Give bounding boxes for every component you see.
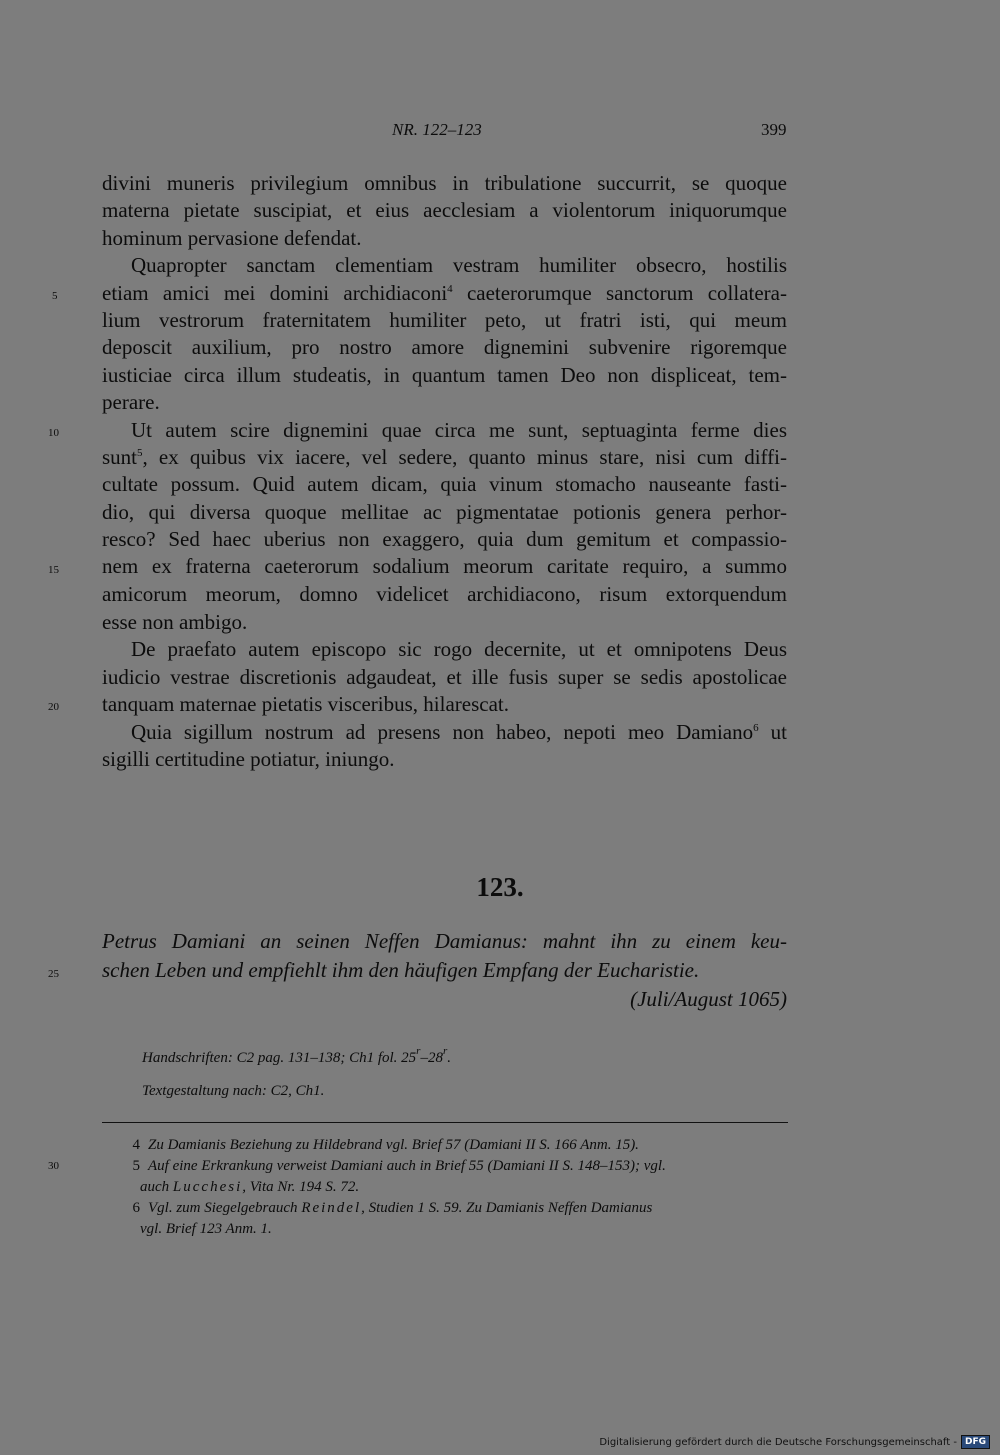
manuscripts-label: Handschriften: <box>142 1050 233 1066</box>
manuscripts-value: . <box>447 1050 451 1066</box>
footnote-4 <box>102 1135 788 1156</box>
line-number: 25 <box>48 968 59 980</box>
text-line: amicorum meorum, domno videlicet archidiacono, risum extorquendum <box>102 581 787 606</box>
letter-number-heading: 123. <box>476 872 524 902</box>
line-number: 10 <box>48 427 59 439</box>
footnote-6-cont: vgl. Brief 123 Anm. 1. <box>140 1221 272 1237</box>
footnote-text: auch <box>140 1179 173 1195</box>
manuscripts-line <box>142 1045 451 1067</box>
text-line: esse non ambigo. <box>102 610 248 634</box>
text-line: iusticiae circa illum studeatis, in quantum tamen Deo non displiceat, tem- <box>102 362 787 387</box>
text-line: iudicio vestrae discretionis adgaudeat, et ille fusis super se sedis apostolicae <box>102 664 787 689</box>
footnote-number: 5 <box>132 1158 140 1174</box>
footnote-5 <box>102 1156 788 1177</box>
text-line: perare. <box>102 390 160 415</box>
text-line: Ut autem scire dignemini quae circa me sunt, septuaginta ferme dies <box>131 417 787 442</box>
text-fragment: , ex quibus vix iacere, vel sedere, quanto minus stare, nisi cum diffi- <box>142 444 787 469</box>
text-line: Quapropter sanctam clementiam vestram humiliter obsecro, hostilis <box>131 253 787 278</box>
footnote-number: 4 <box>132 1137 140 1153</box>
footnote-ref: 5 <box>137 446 143 459</box>
text-line <box>102 719 787 746</box>
letter-122-text-cont <box>102 609 787 773</box>
footnotes <box>102 1135 788 1240</box>
footnote-number: 6 <box>132 1200 140 1216</box>
letter-summary <box>102 927 787 1014</box>
letter-date: (Juli/August 1065) <box>630 987 787 1011</box>
funding-credit <box>599 1435 990 1449</box>
text-line: lium vestrorum fraternitatem humiliter peto, ut fratri isti, qui meum <box>102 307 787 332</box>
author-name: Reindel <box>301 1200 362 1216</box>
footnote-text: , Vita Nr. 194 S. 72. <box>242 1179 360 1195</box>
text-line: deposcit auxilium, pro nostro amore dignemini subvenire rigoremque <box>102 335 787 360</box>
footnote-divider <box>102 1122 788 1123</box>
line-number: 20 <box>48 701 59 713</box>
text-line: resco? Sed haec uberius non exaggero, quia dum gemitum et compassio- <box>102 527 787 552</box>
text-line: sigilli certitudine potiatur, iniungo. <box>102 746 395 771</box>
footnote-ref: 4 <box>447 282 453 295</box>
text-line: cultate possum. Quid autem dicam, quia vinum stomacho nauseante fasti- <box>102 472 787 497</box>
footnote-ref: 6 <box>753 721 759 734</box>
credit-text: Digitalisierung gefördert durch die Deutsche Forschungsgemeinschaft - <box>599 1436 957 1448</box>
author-name: Lucchesi <box>172 1179 243 1195</box>
summary-line: schen Leben und empfiehlt ihm den häufigen Empfang der Eucharistie. <box>102 958 700 982</box>
dfg-logo: DFG <box>961 1435 990 1449</box>
footnote-text: , Studien 1 S. 59. Zu Damianis Neffen Damianus <box>361 1200 653 1216</box>
footnote-text: Auf eine Erkrankung verweist Damiani auch in Brief 55 (Damiani II S. 148–153); vgl. <box>148 1158 666 1174</box>
footnote-5-cont <box>102 1177 788 1198</box>
text-line: dio, qui diversa quoque mellitae ac pigmentatae potionis genera perhor- <box>102 499 787 524</box>
footnote-text: Zu Damianis Beziehung zu Hildebrand vgl. Brief 57 (Damiani II S. 166 Anm. 15). <box>148 1137 639 1153</box>
manuscripts-value: C2 pag. 131–138; Ch1 fol. 25 <box>232 1050 417 1066</box>
summary-line: Petrus Damiani an seinen Neffen Damianus: mahnt ihn zu einem keu- <box>102 929 787 953</box>
text-fragment: etiam amici mei domini archidiaconi <box>102 280 448 305</box>
line-number: 30 <box>48 1160 59 1172</box>
line-number: 5 <box>52 290 58 302</box>
text-line: hominum pervasione defendat. <box>102 225 362 250</box>
text-fragment: ut <box>758 719 787 744</box>
line-number: 15 <box>48 564 59 576</box>
text-line: nem ex fraterna caeterorum sodalium meorum caritate requiro, a summo <box>102 554 787 579</box>
text-fragment: sunt <box>102 444 138 469</box>
text-basis-line: Textgestaltung nach: C2, Ch1. <box>142 1083 325 1099</box>
folio-side: r <box>416 1045 421 1057</box>
text-line: De praefato autem episcopo sic rogo decernite, ut et omnipotens Deus <box>131 637 787 662</box>
folio-side: r <box>442 1045 448 1057</box>
text-line <box>102 444 787 471</box>
letter-122-text <box>102 170 787 608</box>
footnote-text: Vgl. zum Siegelgebrauch <box>148 1200 302 1216</box>
text-fragment: caeterorumque sanctorum collatera- <box>466 280 787 305</box>
text-line: tanquam maternae pietatis visceribus, hilarescat. <box>102 692 510 717</box>
text-line: materna pietate suscipiat, et eius aecclesiam a violentorum iniquorumque <box>102 198 787 223</box>
text-line <box>102 280 787 307</box>
text-fragment: Quia sigillum nostrum ad presens non habeo, nepoti meo Damiano <box>131 719 754 744</box>
footnote-6 <box>102 1198 788 1219</box>
running-title: NR. 122–123 <box>392 120 482 139</box>
page-number: 399 <box>761 120 787 139</box>
text-line: divini muneris privilegium omnibus in tribulatione succurrit, se quoque <box>102 171 787 195</box>
manuscripts-value: –28 <box>420 1050 443 1066</box>
